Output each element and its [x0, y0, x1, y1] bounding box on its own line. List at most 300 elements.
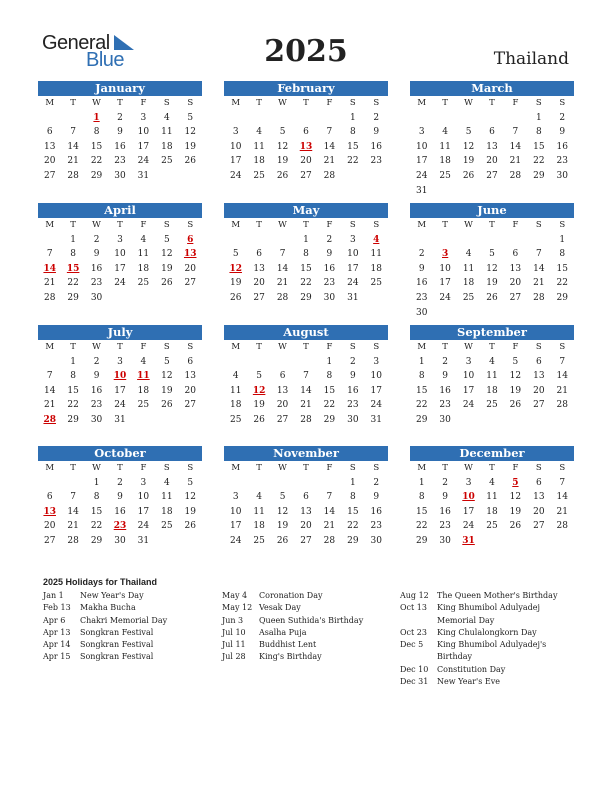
day-cell: 1 [70, 234, 76, 245]
weekday-label: W [278, 98, 287, 108]
weekday-header [410, 96, 574, 111]
day-cell: 25 [486, 400, 498, 411]
week-row [224, 125, 388, 140]
day-cell: 5 [512, 356, 519, 367]
day-cell: 11 [486, 371, 498, 382]
day-cell: 5 [279, 127, 286, 138]
day-cell: 18 [370, 263, 382, 274]
holiday-date: Jun 3 [222, 615, 244, 625]
week-row [224, 291, 388, 306]
weekday-label: W [278, 463, 287, 473]
month-april [38, 203, 202, 313]
day-cell: 8 [70, 249, 76, 260]
day-cell: 17 [229, 521, 242, 532]
day-cell: 20 [533, 506, 545, 517]
day-cell: 4 [256, 127, 262, 138]
week-row [224, 262, 388, 277]
weekday-label: W [464, 98, 473, 108]
day-cell: 23 [439, 400, 451, 411]
weekday-label: T [117, 98, 123, 108]
day-cell: 6 [303, 127, 309, 138]
week-row [38, 490, 202, 505]
holiday-day-cell: 31 [462, 535, 475, 546]
holiday-day-cell: 11 [137, 371, 150, 382]
holiday-day-cell: 13 [299, 141, 313, 152]
holiday-date: Apr 14 [43, 640, 71, 650]
day-cell: 19 [509, 385, 522, 396]
holiday-column [400, 590, 572, 688]
day-cell: 18 [137, 385, 150, 396]
day-cell: 6 [46, 127, 53, 138]
weekday-label: F [140, 98, 147, 108]
week-row [224, 413, 388, 428]
day-cell: 23 [370, 156, 382, 167]
day-cell: 18 [161, 506, 173, 517]
day-cell: 1 [70, 356, 76, 367]
day-cell: 7 [46, 249, 53, 260]
day-cell: 25 [137, 278, 150, 289]
month-title: July [38, 325, 202, 340]
holiday-date: Jul 11 [222, 640, 246, 650]
month-title: October [38, 446, 202, 461]
day-cell: 14 [556, 492, 568, 503]
day-cell: 28 [556, 521, 568, 532]
week-row [410, 505, 574, 520]
day-cell: 5 [163, 234, 170, 245]
week-row [38, 519, 202, 534]
day-cell: 3 [349, 234, 356, 245]
day-cell: 9 [93, 249, 100, 260]
weekday-label: T [303, 342, 309, 352]
month-may [224, 203, 388, 313]
holiday-item [43, 602, 218, 614]
holiday-date: Jul 10 [222, 627, 246, 637]
day-cell: 16 [114, 506, 126, 517]
day-cell: 18 [161, 141, 173, 152]
day-cell: 27 [509, 292, 522, 303]
holiday-name: New Year's Eve [437, 677, 500, 687]
weekday-label: M [231, 463, 241, 473]
holiday-date: Dec 5 [400, 640, 424, 650]
day-cell: 21 [323, 521, 336, 532]
day-cell: 23 [323, 278, 336, 289]
day-cell: 23 [90, 400, 103, 411]
day-cell: 7 [70, 127, 76, 138]
day-cell: 7 [559, 356, 566, 367]
day-cell: 26 [276, 535, 289, 546]
weekday-label: T [117, 220, 123, 230]
week-row [38, 505, 202, 520]
day-cell: 27 [184, 400, 196, 411]
day-cell: 19 [253, 400, 265, 411]
holiday-name: Songkran Festival [80, 640, 154, 650]
day-cell: 2 [117, 477, 123, 488]
week-row [410, 169, 574, 184]
day-cell: 7 [279, 249, 286, 260]
weekday-label: S [187, 342, 194, 352]
day-cell: 25 [161, 521, 173, 532]
weekday-label: M [231, 342, 241, 352]
holiday-date: Dec 10 [400, 664, 429, 674]
day-cell: 24 [137, 521, 150, 532]
weekday-label: W [464, 220, 473, 230]
weekday-label: M [231, 98, 241, 108]
day-cell: 14 [556, 371, 568, 382]
weekday-label: S [187, 98, 194, 108]
day-cell: 16 [415, 278, 428, 289]
day-cell: 24 [229, 535, 242, 546]
day-cell: 14 [67, 506, 79, 517]
day-cell: 22 [90, 521, 103, 532]
week-row [410, 384, 574, 399]
day-cell: 2 [373, 112, 380, 123]
day-cell: 24 [347, 278, 359, 289]
day-cell: 29 [415, 414, 428, 425]
day-cell: 8 [326, 371, 333, 382]
day-cell: 30 [114, 535, 126, 546]
week-row [38, 276, 202, 291]
day-cell: 18 [253, 521, 265, 532]
holiday-day-cell: 12 [252, 385, 266, 396]
day-cell: 20 [184, 385, 196, 396]
holiday-date: Jul 28 [222, 652, 246, 662]
day-cell: 21 [43, 400, 56, 411]
day-cell: 10 [415, 141, 428, 152]
weekday-label: M [417, 463, 427, 473]
weekday-label: F [512, 220, 519, 230]
day-cell: 13 [509, 263, 522, 274]
day-cell: 15 [415, 385, 428, 396]
weekday-label: S [535, 463, 542, 473]
day-cell: 21 [323, 156, 336, 167]
day-cell: 12 [184, 127, 196, 138]
day-cell: 31 [347, 292, 359, 303]
month-february [224, 81, 388, 191]
day-cell: 2 [117, 112, 123, 123]
week-row [410, 369, 574, 384]
weekday-label: F [512, 463, 519, 473]
weekday-label: M [45, 220, 55, 230]
day-cell: 27 [43, 170, 56, 181]
day-cell: 27 [184, 278, 196, 289]
day-cell: 7 [559, 477, 566, 488]
weekday-label: W [278, 220, 287, 230]
day-cell: 31 [137, 535, 150, 546]
day-cell: 20 [253, 278, 265, 289]
brand-general-text: General [42, 32, 110, 54]
day-cell: 10 [462, 371, 475, 382]
day-cell: 1 [349, 112, 356, 123]
weekday-label: F [140, 463, 147, 473]
weekday-label: M [45, 98, 55, 108]
holiday-item [43, 615, 218, 627]
day-cell: 16 [90, 263, 103, 274]
month-march [410, 81, 574, 196]
day-cell: 17 [462, 385, 475, 396]
month-october [38, 446, 202, 556]
day-cell: 8 [93, 492, 100, 503]
day-cell: 12 [509, 371, 522, 382]
day-cell: 20 [43, 156, 56, 167]
day-cell: 30 [347, 414, 359, 425]
day-cell: 1 [418, 477, 425, 488]
weekday-label: T [70, 463, 76, 473]
day-cell: 17 [114, 385, 126, 396]
weekday-header [410, 340, 574, 355]
weekday-label: S [349, 220, 356, 230]
week-row [38, 247, 202, 262]
weekday-label: M [417, 98, 427, 108]
holiday-item [222, 615, 397, 627]
day-cell: 26 [253, 414, 265, 425]
day-cell: 23 [114, 156, 126, 167]
day-cell: 9 [326, 249, 333, 260]
month-title: June [410, 203, 574, 218]
week-row [38, 534, 202, 549]
day-cell: 1 [93, 477, 100, 488]
day-cell: 5 [232, 249, 239, 260]
day-cell: 16 [323, 263, 336, 274]
holiday-item [43, 651, 218, 663]
day-cell: 15 [90, 506, 103, 517]
holiday-item [222, 590, 397, 602]
holiday-day-cell: 10 [113, 371, 127, 382]
day-cell: 27 [533, 521, 545, 532]
day-cell: 24 [229, 170, 242, 181]
day-cell: 3 [140, 477, 147, 488]
day-cell: 15 [90, 141, 103, 152]
holiday-name: King Bhumibol Adulyadej Memorial Day [437, 603, 540, 625]
month-title: February [224, 81, 388, 96]
day-cell: 13 [43, 141, 56, 152]
day-cell: 16 [90, 385, 103, 396]
day-cell: 12 [462, 141, 475, 152]
day-cell: 4 [442, 127, 448, 138]
week-row [38, 413, 202, 428]
weekday-label: S [163, 220, 170, 230]
day-cell: 3 [418, 127, 425, 138]
day-cell: 17 [439, 278, 451, 289]
day-cell: 29 [533, 170, 545, 181]
day-cell: 5 [465, 127, 472, 138]
week-row [410, 476, 574, 491]
weekday-label: S [373, 220, 380, 230]
day-cell: 16 [556, 141, 568, 152]
day-cell: 20 [43, 521, 56, 532]
holiday-name: Buddhist Lent [259, 640, 317, 650]
brand-blue-text: Blue [86, 49, 125, 71]
day-cell: 23 [90, 278, 103, 289]
weekday-label: T [442, 342, 448, 352]
weekday-label: S [349, 463, 356, 473]
weekday-label: M [45, 342, 55, 352]
week-row [410, 247, 574, 262]
day-cell: 24 [370, 400, 382, 411]
day-cell: 2 [93, 356, 100, 367]
holiday-date: Oct 23 [400, 627, 427, 637]
holiday-day-cell: 23 [113, 521, 127, 532]
weekday-label: T [256, 463, 262, 473]
day-cell: 24 [415, 170, 428, 181]
holiday-date: Apr 15 [43, 652, 71, 662]
holiday-day-cell: 4 [373, 234, 380, 245]
day-cell: 9 [373, 492, 380, 503]
weekday-label: S [349, 342, 356, 352]
day-cell: 12 [486, 263, 498, 274]
weekday-label: F [512, 342, 519, 352]
day-cell: 29 [90, 535, 103, 546]
holiday-item [43, 627, 218, 639]
day-cell: 20 [300, 521, 312, 532]
day-cell: 22 [556, 278, 568, 289]
weekday-label: T [303, 220, 309, 230]
day-cell: 16 [370, 506, 382, 517]
week-row [38, 169, 202, 184]
day-cell: 27 [276, 414, 289, 425]
day-cell: 26 [161, 278, 173, 289]
holiday-item [43, 639, 218, 651]
holiday-name: Queen Suthida's Birthday [259, 615, 364, 625]
week-row [38, 262, 202, 277]
day-cell: 30 [90, 414, 103, 425]
weekday-label: T [489, 98, 495, 108]
day-cell: 19 [184, 141, 196, 152]
month-august [224, 325, 388, 435]
weekday-label: S [535, 220, 542, 230]
day-cell: 29 [556, 292, 568, 303]
day-cell: 17 [370, 385, 382, 396]
day-cell: 13 [253, 263, 265, 274]
weekday-label: F [326, 220, 333, 230]
day-cell: 26 [486, 292, 498, 303]
day-cell: 16 [439, 506, 451, 517]
day-cell: 31 [114, 414, 126, 425]
holiday-day-cell: 14 [43, 263, 56, 274]
holiday-name: Asalha Puja [259, 627, 307, 637]
day-cell: 12 [184, 492, 196, 503]
day-cell: 10 [137, 127, 150, 138]
week-row [38, 291, 202, 306]
day-cell: 12 [276, 506, 289, 517]
day-cell: 11 [370, 249, 382, 260]
day-cell: 13 [276, 385, 289, 396]
day-cell: 22 [415, 400, 428, 411]
weekday-label: S [535, 98, 542, 108]
day-cell: 11 [439, 141, 451, 152]
month-december [410, 446, 574, 556]
holiday-date: Feb 13 [43, 603, 71, 613]
day-cell: 17 [415, 156, 428, 167]
day-cell: 14 [323, 506, 336, 517]
day-cell: 11 [137, 249, 150, 260]
month-november [224, 446, 388, 556]
day-cell: 8 [559, 249, 566, 260]
weekday-label: M [231, 220, 241, 230]
holiday-item [222, 639, 397, 651]
day-cell: 15 [323, 385, 336, 396]
day-cell: 11 [229, 385, 242, 396]
holiday-date: Apr 13 [43, 627, 71, 637]
day-cell: 1 [535, 112, 542, 123]
day-cell: 24 [462, 400, 475, 411]
day-cell: 26 [509, 521, 522, 532]
day-cell: 3 [373, 356, 380, 367]
day-cell: 4 [232, 371, 239, 382]
holiday-day-cell: 10 [462, 492, 475, 503]
holiday-name: Songkran Festival [80, 627, 154, 637]
day-cell: 20 [184, 263, 196, 274]
weekday-label: F [140, 220, 147, 230]
day-cell: 23 [439, 521, 451, 532]
day-cell: 31 [137, 170, 150, 181]
day-cell: 20 [300, 156, 312, 167]
day-cell: 18 [229, 400, 242, 411]
weekday-label: S [535, 342, 542, 352]
week-row [38, 233, 202, 248]
day-cell: 25 [161, 156, 173, 167]
day-cell: 1 [418, 356, 425, 367]
weekday-label: S [559, 342, 566, 352]
day-cell: 17 [114, 263, 126, 274]
day-cell: 29 [347, 535, 359, 546]
weekday-label: W [92, 220, 101, 230]
day-cell: 18 [253, 156, 265, 167]
weekday-label: T [303, 463, 309, 473]
weekday-label: W [464, 342, 473, 352]
week-row [410, 291, 574, 306]
day-cell: 1 [303, 234, 309, 245]
day-cell: 2 [349, 356, 356, 367]
week-row [38, 355, 202, 370]
day-cell: 19 [184, 506, 196, 517]
day-cell: 30 [90, 292, 103, 303]
day-cell: 30 [323, 292, 336, 303]
day-cell: 22 [90, 156, 103, 167]
day-cell: 5 [163, 356, 170, 367]
day-cell: 12 [276, 141, 289, 152]
day-cell: 7 [46, 371, 53, 382]
weekday-label: S [559, 220, 566, 230]
holidays-title: 2025 Holidays for Thailand [43, 577, 158, 587]
weekday-label: W [464, 463, 473, 473]
holiday-item [400, 602, 572, 627]
day-cell: 28 [300, 414, 312, 425]
holiday-date: Aug 12 [400, 591, 429, 600]
day-cell: 11 [253, 141, 265, 152]
day-cell: 25 [253, 170, 265, 181]
holiday-day-cell: 6 [187, 234, 194, 245]
day-cell: 7 [303, 371, 309, 382]
day-cell: 19 [276, 156, 289, 167]
holiday-day-cell: 12 [229, 263, 242, 274]
weekday-header [38, 461, 202, 476]
day-cell: 2 [559, 112, 566, 123]
month-january [38, 81, 202, 191]
day-cell: 5 [187, 112, 194, 123]
day-cell: 22 [323, 400, 336, 411]
week-row [410, 355, 574, 370]
day-cell: 12 [161, 249, 173, 260]
holiday-name: Vesak Day [259, 603, 301, 613]
day-cell: 4 [140, 356, 147, 367]
holiday-date: May 4 [222, 591, 248, 600]
day-cell: 19 [161, 385, 173, 396]
day-cell: 15 [533, 141, 545, 152]
day-cell: 2 [418, 249, 425, 260]
day-cell: 29 [323, 414, 336, 425]
day-cell: 8 [418, 492, 425, 503]
day-cell: 16 [114, 141, 126, 152]
